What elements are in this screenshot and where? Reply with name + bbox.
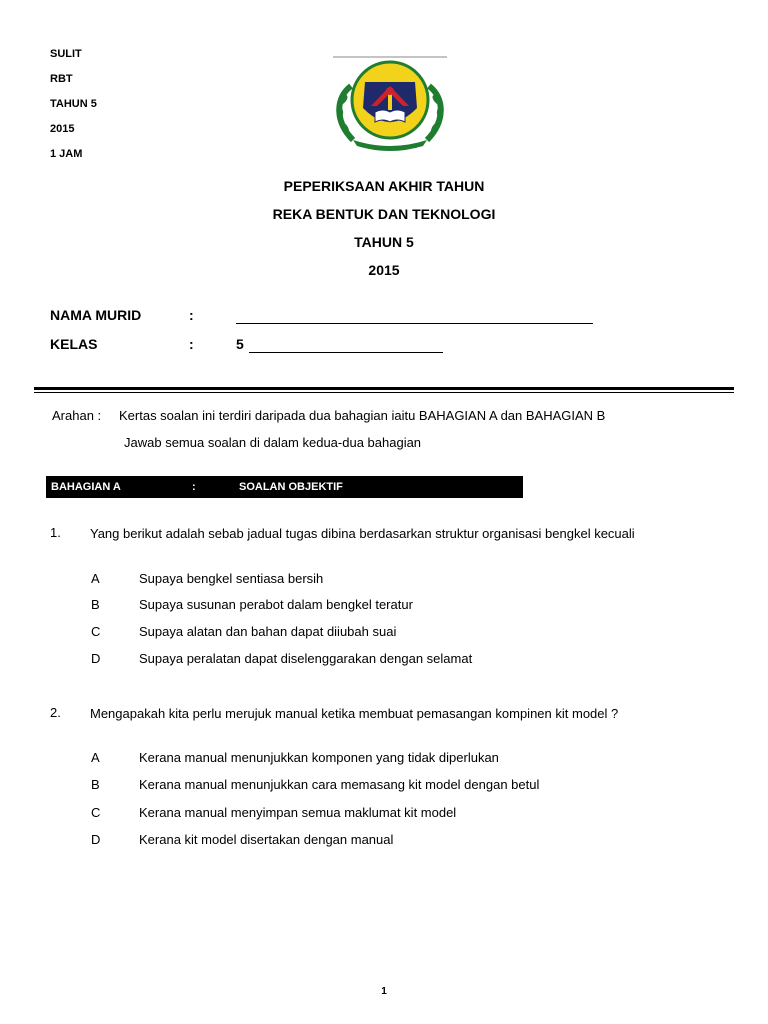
- question-1-number: 1.: [50, 525, 61, 540]
- question-1-option-d-letter: D: [91, 651, 101, 666]
- year-level-title: TAHUN 5: [354, 234, 414, 250]
- student-name-label: NAMA MURID: [50, 307, 142, 323]
- question-2-number: 2.: [50, 705, 61, 720]
- school-crest-icon: [331, 56, 449, 152]
- exam-title: PEPERIKSAAN AKHIR TAHUN: [283, 178, 485, 194]
- section-name: BAHAGIAN A: [51, 481, 121, 493]
- question-1-option-c-text: Supaya alatan dan bahan dapat diiubah suai: [139, 624, 397, 639]
- question-2-option-d-text: Kerana kit model disertakan dengan manual: [139, 832, 394, 847]
- question-2-text: Mengapakah kita perlu merujuk manual ketika membuat pemasangan kompinen kit model ?: [90, 706, 619, 721]
- class-colon: :: [189, 336, 194, 352]
- student-name-colon: :: [189, 307, 194, 323]
- instructions-line-2: Jawab semua soalan di dalam kedua-dua bahagian: [124, 435, 422, 450]
- question-1-option-c-letter: C: [91, 624, 101, 639]
- question-1-option-a-letter: A: [91, 571, 100, 586]
- question-2-option-a-letter: A: [91, 750, 100, 765]
- question-2-option-c-text: Kerana manual menyimpan semua maklumat kit model: [139, 805, 457, 820]
- section-type: SOALAN OBJEKTIF: [239, 481, 343, 493]
- divider-thick: [34, 387, 734, 390]
- year-title: 2015: [368, 262, 400, 278]
- question-2-option-d-letter: D: [91, 832, 101, 847]
- class-field[interactable]: [249, 338, 443, 353]
- question-1-option-d-text: Supaya peralatan dapat diselenggarakan dengan selamat: [139, 651, 473, 666]
- question-1-option-b-text: Supaya susunan perabot dalam bengkel teratur: [139, 597, 413, 612]
- header-year-level: TAHUN 5: [50, 98, 97, 110]
- question-2-option-b-letter: B: [91, 777, 100, 792]
- instructions-line-1: Kertas soalan ini terdiri daripada dua bahagian iaitu BAHAGIAN A dan BAHAGIAN B: [119, 408, 606, 423]
- divider-thin: [34, 392, 734, 393]
- class-label: KELAS: [50, 336, 98, 352]
- section-colon: :: [192, 481, 196, 493]
- section-header-bar: [46, 476, 523, 498]
- subject-title: REKA BENTUK DAN TEKNOLOGI: [272, 206, 496, 222]
- question-1-option-b-letter: B: [91, 597, 100, 612]
- instructions-label: Arahan :: [52, 408, 102, 423]
- header-duration: 1 JAM: [50, 148, 83, 160]
- school-logo: [331, 56, 449, 152]
- header-year: 2015: [50, 123, 75, 135]
- header-subject-code: RBT: [50, 73, 73, 85]
- question-2-option-b-text: Kerana manual menunjukkan cara memasang kit model dengan betul: [139, 777, 540, 792]
- question-2-option-c-letter: C: [91, 805, 101, 820]
- class-prefix: 5: [236, 336, 244, 352]
- student-name-field[interactable]: [236, 309, 593, 324]
- page-number: 1: [381, 986, 387, 997]
- question-2-option-a-text: Kerana manual menunjukkan komponen yang tidak diperlukan: [139, 750, 499, 765]
- question-1-option-a-text: Supaya bengkel sentiasa bersih: [139, 571, 324, 586]
- question-1-text: Yang berikut adalah sebab jadual tugas dibina berdasarkan struktur organisasi bengkel kecuali: [90, 526, 635, 541]
- header-sulit: SULIT: [50, 48, 82, 60]
